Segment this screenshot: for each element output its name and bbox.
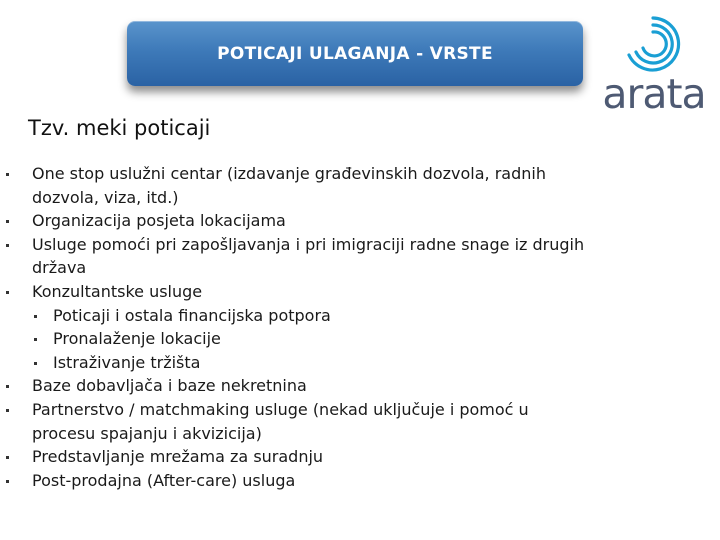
arata-logo-text: arata <box>602 70 706 118</box>
bullet-icon <box>6 220 9 223</box>
bullet-icon <box>6 244 9 247</box>
list-item <box>0 374 720 398</box>
list-item <box>0 469 720 493</box>
list-item <box>0 256 720 280</box>
list-item <box>0 209 720 233</box>
bullet-icon <box>6 291 9 294</box>
list-item-text: Istraživanje tržišta <box>53 352 201 372</box>
list-item-text: Konzultantske usluge <box>32 281 203 301</box>
bullet-icon <box>6 409 9 412</box>
list-item-text: One stop uslužni centar (izdavanje građevinskih dozvola, radnih <box>32 164 546 183</box>
list-item-text: Baze dobavljača i baze nekretnina <box>32 376 307 396</box>
list-item-text: Pronalaženje lokacije <box>53 329 221 349</box>
list-item-text: Usluge pomoći pri zapošljavanja i pri imigraciji radne snage iz drugih <box>32 234 585 254</box>
list-item <box>0 445 720 469</box>
list-item <box>0 162 720 186</box>
bullet-icon <box>6 385 9 388</box>
list-item-text: Poticaji i ostala financijska potpora <box>53 305 331 325</box>
bullet-icon <box>34 315 37 318</box>
list-item-text: država <box>32 258 87 278</box>
list-item-text: procesu spajanju i akvizicija) <box>32 423 262 443</box>
sub-list-item <box>0 351 720 375</box>
slide-title: POTICAJI ULAGANJA - VRSTE <box>217 43 493 64</box>
bullet-icon <box>34 362 37 365</box>
list-item-text: dozvola, viza, itd.) <box>32 187 179 207</box>
list-item <box>0 422 720 446</box>
list-item-text: Organizacija posjeta lokacijama <box>32 211 286 231</box>
list-item-text: Predstavljanje mrežama za suradnju <box>32 447 324 467</box>
bullet-icon <box>34 338 37 341</box>
sub-list-item <box>0 327 720 351</box>
bullet-icon <box>6 173 9 176</box>
list-item <box>0 398 720 422</box>
list-item <box>0 233 720 257</box>
sub-list-item <box>0 304 720 328</box>
bullet-icon <box>6 480 9 483</box>
bullet-list <box>0 162 720 492</box>
bullet-icon <box>6 456 9 459</box>
list-item <box>0 186 720 210</box>
list-item <box>0 280 720 304</box>
title-banner <box>127 21 583 86</box>
list-item-text: Post-prodajna (After-care) usluga <box>32 470 296 490</box>
subtitle: Tzv. meki poticaji <box>28 116 211 140</box>
list-item-text: Partnerstvo / matchmaking usluge (nekad uključuje i pomoć u <box>32 399 529 419</box>
